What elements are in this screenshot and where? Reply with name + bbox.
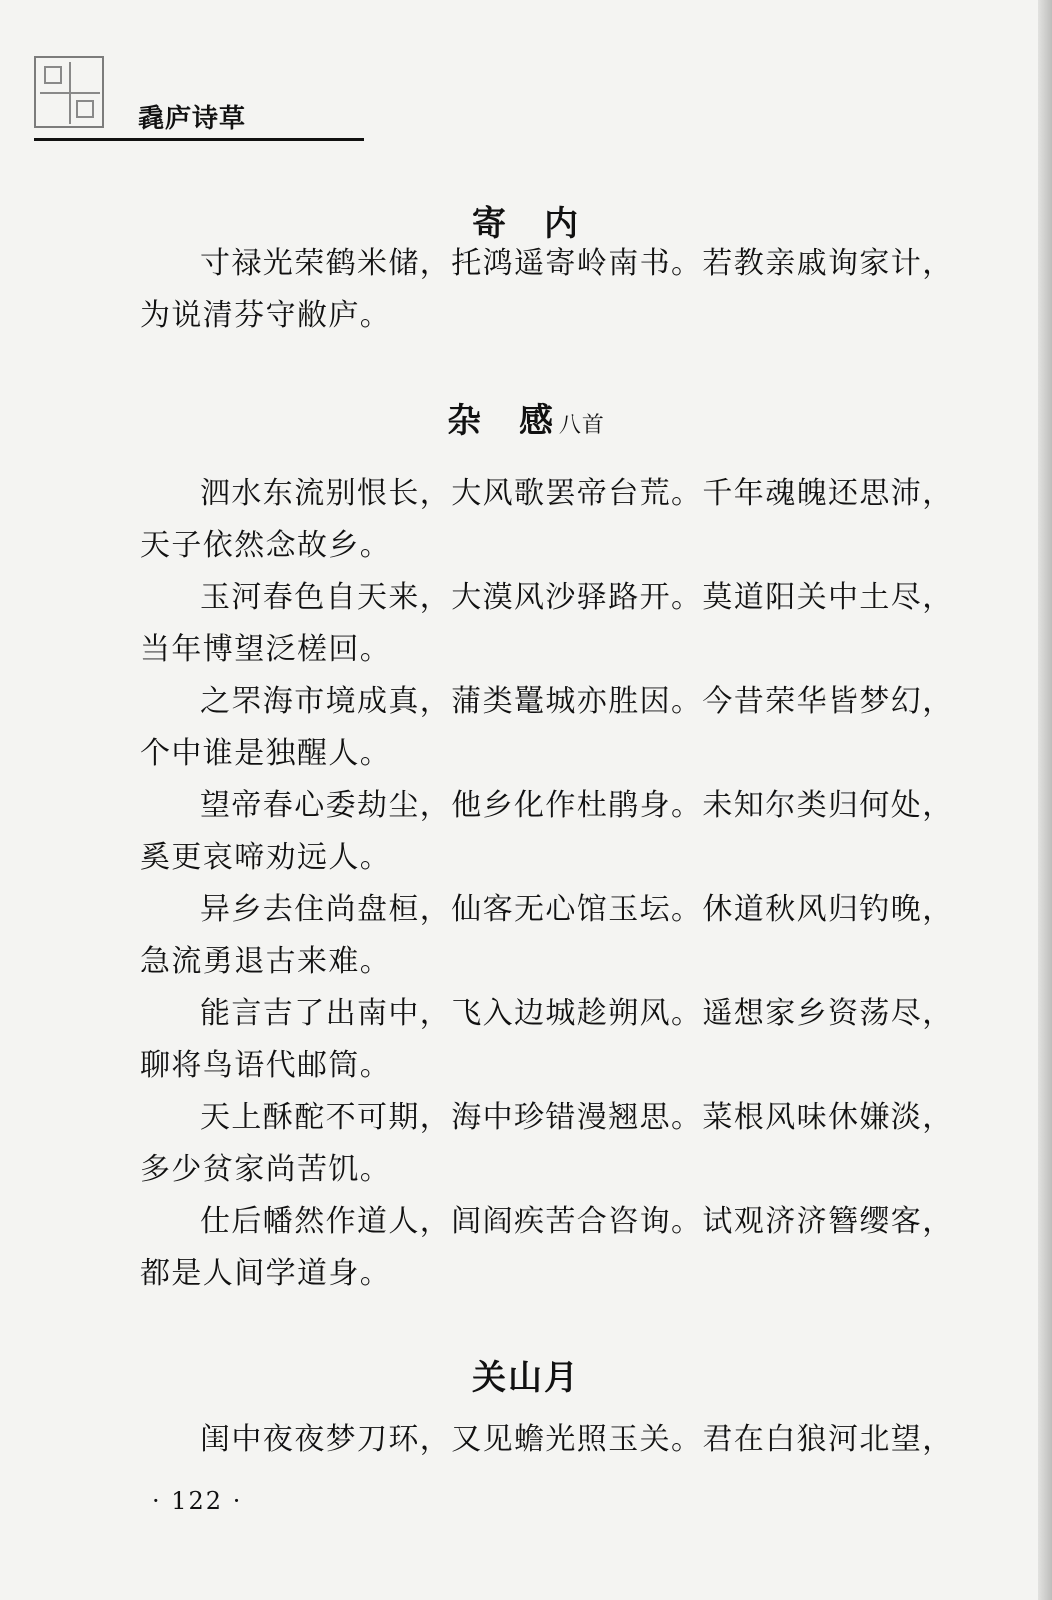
poem-stanza: 异乡去住尚盘桓，仙客无心馆玉坛。休道秋风归钓晚，急流勇退古来难。	[140, 892, 954, 979]
poem-title	[0, 1350, 1052, 1399]
running-head-book-title: 毳庐诗草	[138, 104, 247, 134]
poem-stanza: 寸禄光荣鹤米储，托鸿遥寄岭南书。若教亲戚询家计，为说清芬守敝庐。	[140, 246, 954, 333]
seal-stamp-logo	[34, 56, 104, 128]
poem-stanza: 天上酥酡不可期，海中珍错漫翘思。菜根风味休嫌淡，多少贫家尚苦饥。	[140, 1100, 954, 1187]
poem-stanza: 玉河春色自天来，大漠风沙驿路开。莫道阳关中土尽，当年博望泛槎回。	[140, 580, 954, 667]
poem-stanza: 仕后幡然作道人，闾阎疾苦合咨询。试观济济簪缨客，都是人间学道身。	[140, 1204, 954, 1291]
page-number: · 122 ·	[152, 1487, 243, 1515]
poem-stanza: 望帝春心委劫尘，他乡化作杜鹃身。未知尔类归何处，奚更哀啼劝远人。	[140, 788, 954, 875]
poem-title-text: 杂 感	[447, 401, 556, 441]
poem-stanza: 能言吉了出南中，飞入边城趁朔风。遥想家乡资荡尽，聊将鸟语代邮筒。	[140, 996, 954, 1083]
poem-stanza: 泗水东流别恨长，大风歌罢帝台荒。千年魂魄还思沛，天子依然念故乡。	[140, 476, 954, 563]
poem-title-note: 八首	[558, 413, 605, 438]
seal-glyph-mark	[76, 100, 94, 118]
poem-stanza: 之罘海市境成真，蒲类鼍城亦胜因。今昔荣华皆梦幻，个中谁是独醒人。	[140, 684, 954, 771]
seal-glyph-mark	[44, 66, 62, 84]
poem-stanza: 闺中夜夜梦刀环，又见蟾光照玉关。君在白狼河北望，	[200, 1422, 954, 1457]
header-rule	[34, 138, 364, 141]
poem-title-text: 关山月	[472, 1358, 580, 1398]
poem-title	[0, 393, 1052, 442]
poem-title-text: 寄 内	[472, 204, 580, 244]
